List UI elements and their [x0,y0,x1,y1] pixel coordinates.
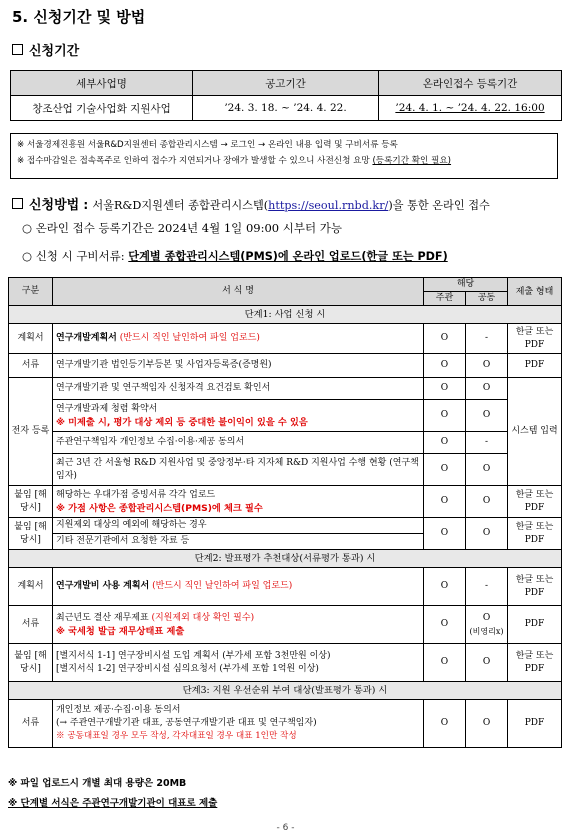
doc-format: PDF [508,606,562,644]
footnote-max-size: ※ 파일 업로드시 개별 최대 용량은 20MB [8,778,187,789]
doc-form-name: 최근 3년 간 서울형 R&D 지원사업 및 중앙정부·타 지자체 R&D 지원사업 수행 현황 (연구책임자) [53,454,424,486]
doc-lead-mark: O [424,324,466,354]
method-bullet-2: ○ 신청 시 구비서류: 단계별 종합관리시스템(PMS)에 온라인 업로드(한글 또는 PDF) [22,249,448,263]
checkbox-square-icon [12,198,23,209]
footnote-lead-submits: ※ 단계별 서식은 주관연구개발기관이 대표로 제출 [8,798,218,809]
doc-format: PDF [508,700,562,748]
doc-format: 한글 또는 PDF [508,518,562,550]
doc-lead-mark: O [424,644,466,682]
doc-format: 한글 또는 PDF [508,486,562,518]
doc-form-name: 지원제외 대상의 예외에 해당하는 경우 기타 전문기관에서 요청한 자료 등 [53,518,424,550]
doc-joint-mark: O [466,518,508,550]
method-line: 신청방법 : 서울R&D지원센터 종합관리시스템(https://seoul.rnbd.kr/)을 통한 온라인 접수 [12,194,490,213]
doc-lead-mark: O [424,354,466,378]
pms-link[interactable]: https://seoul.rnbd.kr/ [268,199,389,212]
doc-form-name: 주관연구책임자 개인정보 수집·이용·제공 동의서 [53,432,424,454]
doc-format-system: 시스템 입력 [508,378,562,486]
period-heading [12,40,79,59]
doc-lead-mark: O [424,400,466,432]
doc-category: 서류 [9,700,53,748]
doc-lead-mark: O [424,454,466,486]
doc-form-name: 연구개발계획서 (반드시 직인 날인하여 파일 업로드) [53,324,424,354]
doc-lead-mark: O [424,378,466,400]
notice-line-2: ※ 접수마감일은 접속폭주로 인하여 접수가 지연되거나 장애가 발생할 수 있으니 사전신청 요망 (등록기간 확인 필요) [17,156,452,166]
doc-lead-mark: O [424,606,466,644]
doc-category: 계획서 [9,568,53,606]
doc-joint-mark: O [466,486,508,518]
doc-category: 서류 [9,606,53,644]
period-header-registration: 온라인접수 등록기간 [379,71,562,96]
docs-header-joint: 공동 [466,292,508,306]
doc-form-name: 연구개발과제 청렴 확약서 ※ 미제출 시, 평가 대상 제외 등 중대한 불이익이 있을 수 있음 [53,400,424,432]
doc-category: 붙임 [해당시] [9,486,53,518]
period-heading-label: 신청기간 [29,44,80,59]
doc-format: PDF [508,354,562,378]
doc-form-name: 해당하는 우대가점 증빙서류 각각 업로드 ※ 가점 사항은 종합관리시스템(PMS)에 체크 필수 [53,486,424,518]
doc-category: 붙임 [해당시] [9,518,53,550]
method-text: 서울R&D지원센터 종합관리시스템(https://seoul.rnbd.kr/)을 통한 온라인 접수 [92,199,490,212]
doc-joint-mark: O [466,644,508,682]
doc-lead-mark: O [424,518,466,550]
period-header-project: 세부사업명 [11,71,193,96]
period-registration-range: ’24. 4. 1. ~ ’24. 4. 22. 16:00 [379,96,562,121]
doc-format: 한글 또는 PDF [508,568,562,606]
doc-category-electronic: 전자 등록 [9,378,53,486]
docs-header-lead: 주관 [424,292,466,306]
doc-lead-mark: O [424,432,466,454]
doc-joint-mark: O (비영리x) [466,606,508,644]
period-table [10,70,562,121]
period-header-notice: 공고기간 [193,71,379,96]
doc-lead-mark: O [424,486,466,518]
doc-joint-mark: - [466,324,508,354]
notice-registration-check: (등록기간 확인 필요) [372,156,452,166]
doc-category: 서류 [9,354,53,378]
section-title: 5. 신청기간 및 방법 [12,8,146,26]
stage-1-header: 단계1: 사업 신청 시 [9,306,562,324]
doc-joint-mark: O [466,378,508,400]
doc-form-name: [별지서식 1-1] 연구장비시설 도입 계획서 (부가세 포함 3천만원 이상) [별지서식 1-2] 연구장비시설 심의요청서 (부가세 포함 1억원 이상) [53,644,424,682]
docs-header-category: 구분 [9,278,53,306]
doc-form-name: 연구개발비 사용 계획서 (반드시 직인 날인하여 파일 업로드) [53,568,424,606]
doc-joint-mark: - [466,432,508,454]
stage-3-header: 단계3: 지원 우선순위 부여 대상(발표평가 통과) 시 [9,682,562,700]
doc-lead-mark: O [424,568,466,606]
period-project-name: 창조산업 기술사업화 지원사업 [11,96,193,121]
documents-table [8,277,562,748]
doc-form-name: 최근년도 결산 재무제표 (지원제외 대상 확인 필수) ※ 국세청 발급 재무상태표 제출 [53,606,424,644]
notice-box [10,133,558,179]
notice-line-1: ※ 서울경제진흥원 서울R&D지원센터 종합관리시스템 → 로그인 → 온라인 내용 입력 및 구비서류 등록 [17,140,398,150]
doc-joint-mark: O [466,700,508,748]
doc-joint-mark: - [466,568,508,606]
doc-category: 붙임 [해당시] [9,644,53,682]
method-heading: 신청방법 [29,198,80,213]
stage-2-header: 단계2: 발표평가 추천대상(서류평가 통과) 시 [9,550,562,568]
docs-header-format: 제출 형태 [508,278,562,306]
doc-joint-mark: O [466,400,508,432]
doc-form-name: 연구개발기관 법인등기부등본 및 사업자등록증(증명원) [53,354,424,378]
doc-form-name: 개인정보 제공·수집·이용 동의서 (→ 주관연구개발기관 대표, 공동연구개발기관 대표 및 연구책임자) ※ 공동대표일 경우 모두 작성, 각자대표일 경우 대표 1인만 작성 [53,700,424,748]
period-notice-range: ’24. 3. 18. ~ ’24. 4. 22. [193,96,379,121]
method-bullet-2-emphasis: 단계별 종합관리시스템(PMS)에 온라인 업로드(한글 또는 PDF) [128,250,448,263]
checkbox-square-icon [12,44,23,55]
doc-lead-mark: O [424,700,466,748]
doc-joint-mark: O [466,454,508,486]
method-bullet-1: ○ 온라인 접수 등록기간은 2024년 4월 1일 09:00 시부터 가능 [22,221,342,235]
doc-joint-mark: O [466,354,508,378]
docs-header-form: 서 식 명 [53,278,424,306]
doc-format: 한글 또는 PDF [508,324,562,354]
doc-category: 계획서 [9,324,53,354]
doc-form-name: 연구개발기관 및 연구책임자 신청자격 요건검토 확인서 [53,378,424,400]
doc-format: 한글 또는 PDF [508,644,562,682]
page-number: - 6 - [276,823,295,833]
docs-header-applicable: 해당 [424,278,508,292]
